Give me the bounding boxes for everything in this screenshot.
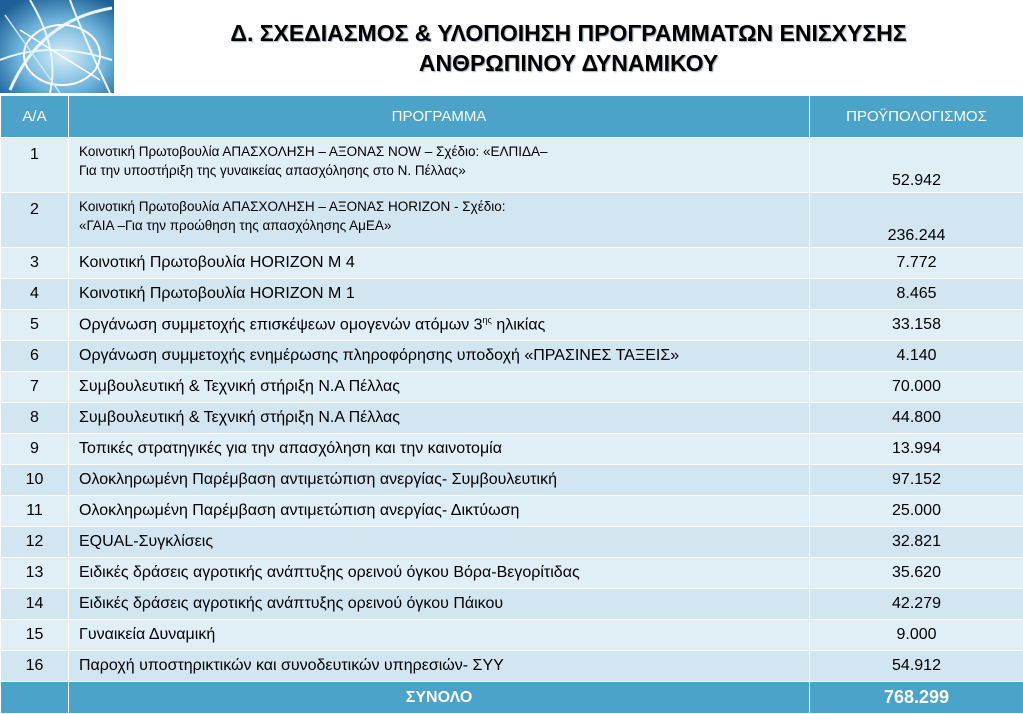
table-row xyxy=(1,279,1023,310)
total-label: ΣΥΝΟΛΟ xyxy=(69,682,810,714)
table-row xyxy=(1,620,1023,651)
row-program: Συμβουλευτική & Τεχνική στήριξη Ν.Α Πέλλας xyxy=(69,403,810,434)
row-number: 16 xyxy=(1,651,69,682)
row-number: 7 xyxy=(1,372,69,403)
row-program: EQUAL-Συγκλίσεις xyxy=(69,527,810,558)
row-number: 15 xyxy=(1,620,69,651)
row-budget: 8.465 xyxy=(810,279,1023,310)
table-row xyxy=(1,341,1023,372)
row-number: 4 xyxy=(1,279,69,310)
row-budget: 13.994 xyxy=(810,434,1023,465)
row-program-line2: «ΓΑΙΑ –Για την προώθηση της απασχόλησης ΑμΕΑ» xyxy=(79,216,809,235)
page-title xyxy=(114,18,1023,78)
row-budget: 33.158 xyxy=(810,310,1023,341)
row-program-line1: Κοινοτική Πρωτοβουλία ΑΠΑΣΧΟΛΗΣΗ – ΑΞΟΝΑΣ NOW – Σχέδιο: «ΕΛΠΙΔΑ– xyxy=(79,142,809,161)
row-program: Παροχή υποστηρικτικών και συνοδευτικών υπηρεσιών- ΣΥΥ xyxy=(69,651,810,682)
table-row xyxy=(1,527,1023,558)
row-budget: 4.140 xyxy=(810,341,1023,372)
page-title-line1: Δ. ΣΧΕΔΙΑΣΜΟΣ & ΥΛΟΠΟΙΗΣΗ ΠΡΟΓΡΑΜΜΑΤΩΝ ΕΝΙΣΧΥΣΗΣ xyxy=(114,18,1023,48)
table-row xyxy=(1,434,1023,465)
row-program: Κοινοτική Πρωτοβουλία HORIZON Μ 4 xyxy=(69,248,810,279)
programs-table xyxy=(0,95,1023,714)
row-budget: 52.942 xyxy=(810,138,1023,193)
row-program: Τοπικές στρατηγικές για την απασχόληση και την καινοτομία xyxy=(69,434,810,465)
table-row xyxy=(1,496,1023,527)
page-title-line2: ΑΝΘΡΩΠΙΝΟΥ ΔΥΝΑΜΙΚΟΥ xyxy=(114,48,1023,78)
row-program-line2: Για την υποστήριξη της γυναικείας απασχόλησης στο Ν. Πέλλας» xyxy=(79,161,809,180)
row-program xyxy=(69,310,810,341)
header-budget: ΠΡΟΫΠΟΛΟΓΙΣΜΟΣ xyxy=(810,96,1023,138)
row-program xyxy=(69,193,810,248)
row-number: 2 xyxy=(1,193,69,248)
row-budget: 35.620 xyxy=(810,558,1023,589)
row-budget: 54.912 xyxy=(810,651,1023,682)
total-empty-cell xyxy=(1,682,69,714)
row-budget: 9.000 xyxy=(810,620,1023,651)
table-row xyxy=(1,403,1023,434)
row-program: Ολοκληρωμένη Παρέμβαση αντιμετώπιση ανεργίας- Συμβουλευτική xyxy=(69,465,810,496)
table-row xyxy=(1,138,1023,193)
row-budget: 44.800 xyxy=(810,403,1023,434)
table-row xyxy=(1,651,1023,682)
row-number: 5 xyxy=(1,310,69,341)
total-value: 768.299 xyxy=(810,682,1023,714)
row-program: Κοινοτική Πρωτοβουλία HORIZON Μ 1 xyxy=(69,279,810,310)
row-program-line1: Κοινοτική Πρωτοβουλία ΑΠΑΣΧΟΛΗΣΗ – ΑΞΟΝΑΣ HORIZON - Σχέδιο: xyxy=(79,197,809,216)
row-budget: 7.772 xyxy=(810,248,1023,279)
logo-icon xyxy=(0,0,114,93)
table-header-row xyxy=(1,96,1023,138)
row-program: Συμβουλευτική & Τεχνική στήριξη Ν.Α Πέλλας xyxy=(69,372,810,403)
table-row xyxy=(1,310,1023,341)
table-row xyxy=(1,248,1023,279)
row-program: Γυναικεία Δυναμική xyxy=(69,620,810,651)
row-budget: 70.000 xyxy=(810,372,1023,403)
table-row xyxy=(1,558,1023,589)
table-total-row xyxy=(1,682,1023,714)
row-budget: 32.821 xyxy=(810,527,1023,558)
header-aa: Α/Α xyxy=(1,96,69,138)
row-number: 10 xyxy=(1,465,69,496)
row-budget: 25.000 xyxy=(810,496,1023,527)
row-program xyxy=(69,138,810,193)
table-row xyxy=(1,589,1023,620)
row-budget: 42.279 xyxy=(810,589,1023,620)
row-budget: 236.244 xyxy=(810,193,1023,248)
table-row xyxy=(1,372,1023,403)
row-number: 6 xyxy=(1,341,69,372)
row-number: 1 xyxy=(1,138,69,193)
row-number: 12 xyxy=(1,527,69,558)
table-row xyxy=(1,193,1023,248)
table-row xyxy=(1,465,1023,496)
row-number: 3 xyxy=(1,248,69,279)
row-number: 9 xyxy=(1,434,69,465)
header-program: ΠΡΟΓΡΑΜΜΑ xyxy=(69,96,810,138)
row-program: Ειδικές δράσεις αγροτικής ανάπτυξης ορεινού όγκου Πάικου xyxy=(69,589,810,620)
row-budget: 97.152 xyxy=(810,465,1023,496)
row-program: Οργάνωση συμμετοχής ενημέρωσης πληροφόρησης υποδοχή «ΠΡΑΣΙΝΕΣ ΤΑΞΕΙΣ» xyxy=(69,341,810,372)
row-number: 14 xyxy=(1,589,69,620)
row-number: 11 xyxy=(1,496,69,527)
row-program-superscript: ης xyxy=(483,315,492,325)
row-program: Ολοκληρωμένη Παρέμβαση αντιμετώπιση ανεργίας- Δικτύωση xyxy=(69,496,810,527)
row-number: 13 xyxy=(1,558,69,589)
row-number: 8 xyxy=(1,403,69,434)
row-program-text: Οργάνωση συμμετοχής επισκέψεων ομογενών ατόμων 3 xyxy=(79,317,483,334)
row-program-text-after: ηλικίας xyxy=(492,317,545,334)
row-program: Ειδικές δράσεις αγροτικής ανάπτυξης ορεινού όγκου Βόρα-Βεγορίτιδας xyxy=(69,558,810,589)
